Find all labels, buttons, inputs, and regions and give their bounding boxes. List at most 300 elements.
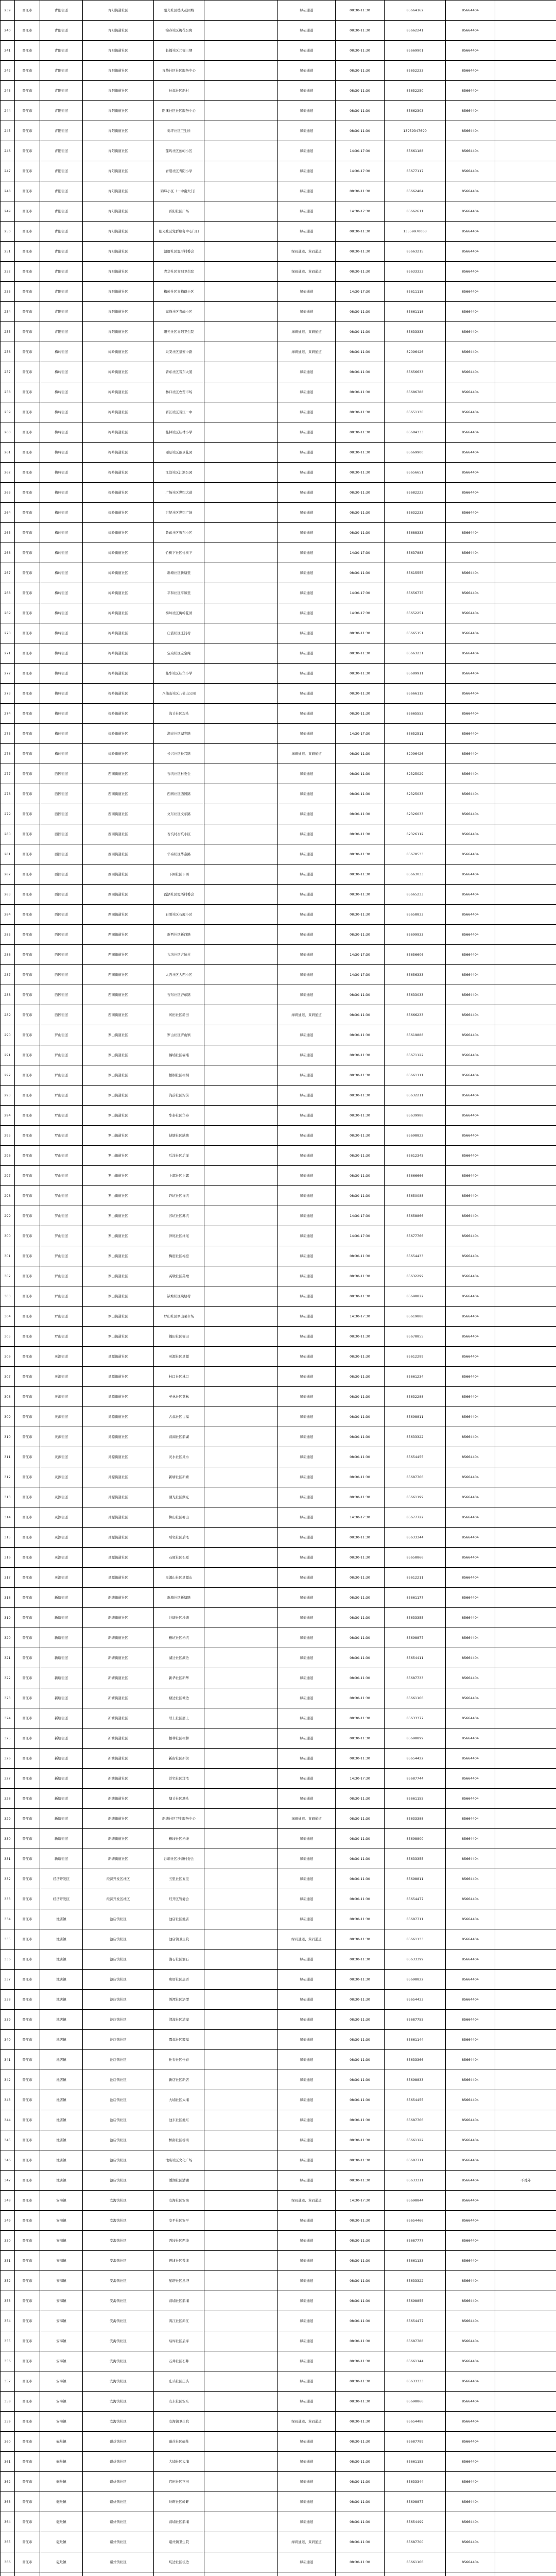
cell-site-address: 浯潭社区浯潭 xyxy=(154,1990,204,2010)
cell-phone-extra xyxy=(204,2472,278,2492)
cell-city: 晋江市 xyxy=(15,1668,40,1688)
cell-contact-phone: 85678533 xyxy=(385,844,446,865)
cell-site-address: 晋东社区晋东大厦 xyxy=(154,362,204,382)
cell-organizer: 西园街道社区 xyxy=(83,965,154,985)
cell-service-hours: 08:30-11:30 xyxy=(336,1568,385,1588)
cell-phone-extra xyxy=(204,1789,278,1809)
cell-service-hours: 14:30-17:30 xyxy=(336,945,385,965)
cell-district: 罗山街道 xyxy=(40,1266,83,1286)
cell-district: 灵源街道 xyxy=(40,1447,83,1467)
cell-site-address: 林口社区农贸市场 xyxy=(154,382,204,402)
cell-complaint-phone: 85664404 xyxy=(446,2070,495,2090)
cell-district: 西园街道 xyxy=(40,945,83,965)
cell-phone-extra xyxy=(204,744,278,764)
cell-channel-type: 绿码通道 xyxy=(278,2472,336,2492)
cell-city: 晋江市 xyxy=(15,1728,40,1749)
table-row xyxy=(1,1206,556,1226)
cell-channel-type: 绿码通道 xyxy=(278,543,336,563)
cell-phone-extra xyxy=(204,61,278,81)
cell-service-hours: 08:30-11:30 xyxy=(336,222,385,242)
cell-remarks xyxy=(495,1789,556,1809)
cell-organizer: 磁灶镇社区 xyxy=(83,2552,154,2572)
cell-city: 晋江市 xyxy=(15,945,40,965)
cell-phone-extra xyxy=(204,2452,278,2472)
cell-site-address: 湖光社区湖光 xyxy=(154,1487,204,1507)
cell-service-hours: 08:30-11:30 xyxy=(336,985,385,1005)
cell-site-address: 石厦社区石厦 xyxy=(154,1548,204,1568)
cell-city: 晋江市 xyxy=(15,463,40,483)
cell-phone-extra xyxy=(204,1929,278,1950)
cell-phone-extra xyxy=(204,1749,278,1769)
cell-remarks xyxy=(495,2392,556,2412)
cell-organizer: 灵源街道社区 xyxy=(83,1447,154,1467)
cell-city: 晋江市 xyxy=(15,1769,40,1789)
cell-remarks xyxy=(495,2412,556,2432)
cell-city: 晋江市 xyxy=(15,1970,40,1990)
table-row xyxy=(1,181,556,201)
cell-contact-phone: 85633377 xyxy=(385,1708,446,1728)
table-row xyxy=(1,2291,556,2311)
cell-contact-phone: 85633311 xyxy=(385,2171,446,2191)
cell-row-number: 324 xyxy=(1,1708,15,1728)
cell-city: 晋江市 xyxy=(15,1990,40,2010)
cell-channel-type: 绿码通道、黄码通道 xyxy=(278,744,336,764)
table-row xyxy=(1,1909,556,1929)
cell-city: 晋江市 xyxy=(15,1065,40,1086)
cell-organizer: 梅岭街道社区 xyxy=(83,664,154,684)
cell-district: 池店镇 xyxy=(40,1909,83,1929)
cell-row-number: 356 xyxy=(1,2351,15,2371)
cell-contact-phone: 85698866 xyxy=(385,2392,446,2412)
cell-site-address: 新塘社区卫生服务中心 xyxy=(154,1809,204,1829)
cell-site-address: 沙塘社区沙塘 xyxy=(154,1608,204,1628)
cell-remarks xyxy=(495,322,556,342)
cell-contact-phone: 85661188 xyxy=(385,141,446,161)
cell-remarks xyxy=(495,744,556,764)
cell-channel-type: 绿码通道、黄码通道 xyxy=(278,1809,336,1829)
cell-phone-extra xyxy=(204,865,278,885)
cell-site-address: 庄浦社区庄浦村 xyxy=(154,623,204,643)
cell-city: 晋江市 xyxy=(15,1869,40,1889)
cell-service-hours: 08:30-11:30 xyxy=(336,2271,385,2291)
cell-phone-extra xyxy=(204,1909,278,1929)
cell-city: 晋江市 xyxy=(15,523,40,543)
cell-site-address: 新塘社区新塘 xyxy=(154,1467,204,1487)
cell-row-number: 306 xyxy=(1,1347,15,1367)
cell-service-hours: 08:30-11:30 xyxy=(336,1186,385,1206)
cell-site-address: 溜石社区溜石 xyxy=(154,1950,204,1970)
cell-service-hours: 08:30-11:30 xyxy=(336,2532,385,2552)
cell-service-hours: 14:30-17:30 xyxy=(336,201,385,222)
cell-service-hours: 08:30-11:30 xyxy=(336,1166,385,1186)
cell-city: 晋江市 xyxy=(15,664,40,684)
cell-service-hours: 08:30-11:30 xyxy=(336,1628,385,1648)
cell-remarks xyxy=(495,262,556,282)
cell-complaint-phone: 85664404 xyxy=(446,463,495,483)
cell-organizer: 池店镇社区 xyxy=(83,2171,154,2191)
cell-service-hours: 08:30-11:30 xyxy=(336,744,385,764)
cell-complaint-phone: 85664404 xyxy=(446,2532,495,2552)
cell-organizer: 罗山街道社区 xyxy=(83,1045,154,1065)
cell-city: 晋江市 xyxy=(15,322,40,342)
cell-channel-type: 绿码通道 xyxy=(278,985,336,1005)
cell-service-hours: 08:30-11:30 xyxy=(336,1588,385,1608)
cell-remarks xyxy=(495,824,556,844)
cell-channel-type: 绿码通道 xyxy=(278,2452,336,2472)
table-row xyxy=(1,302,556,322)
cell-organizer: 梅岭街道社区 xyxy=(83,543,154,563)
table-row xyxy=(1,2150,556,2171)
cell-district: 梅岭街道 xyxy=(40,342,83,362)
cell-row-number: 352 xyxy=(1,2271,15,2291)
cell-organizer: 青阳街道社区 xyxy=(83,181,154,201)
cell-channel-type: 绿码通道 xyxy=(278,583,336,603)
cell-organizer: 安海镇社区 xyxy=(83,2392,154,2412)
cell-service-hours: 08:30-11:30 xyxy=(336,885,385,905)
cell-channel-type: 绿码通道 xyxy=(278,724,336,744)
table-row xyxy=(1,2211,556,2231)
cell-channel-type: 绿码通道 xyxy=(278,282,336,302)
cell-site-address: 池店社区池店 xyxy=(154,1909,204,1929)
cell-complaint-phone: 85664404 xyxy=(446,161,495,181)
cell-city: 晋江市 xyxy=(15,1447,40,1467)
table-row xyxy=(1,2512,556,2532)
cell-organizer: 青阳街道社区 xyxy=(83,21,154,41)
cell-service-hours: 08:30-11:30 xyxy=(336,1668,385,1688)
cell-contact-phone: 85633333 xyxy=(385,2371,446,2392)
cell-service-hours: 08:30-11:30 xyxy=(336,1387,385,1407)
cell-phone-extra xyxy=(204,101,278,121)
table-row xyxy=(1,603,556,623)
cell-channel-type: 绿码通道 xyxy=(278,1126,336,1146)
cell-district: 青阳街道 xyxy=(40,81,83,101)
cell-phone-extra xyxy=(204,463,278,483)
cell-service-hours: 08:30-11:30 xyxy=(336,101,385,121)
table-row xyxy=(1,1487,556,1507)
cell-channel-type: 绿码通道 xyxy=(278,1970,336,1990)
cell-remarks xyxy=(495,1246,556,1266)
cell-contact-phone: 85682223 xyxy=(385,483,446,503)
cell-site-address: 许坑社区许坑 xyxy=(154,1186,204,1206)
cell-complaint-phone: 85664404 xyxy=(446,382,495,402)
cell-city: 晋江市 xyxy=(15,965,40,985)
cell-phone-extra xyxy=(204,684,278,704)
cell-site-address: 缺塘社区缺塘 xyxy=(154,1126,204,1146)
cell-channel-type: 绿码通道 xyxy=(278,1869,336,1889)
cell-organizer: 安海镇社区 xyxy=(83,2291,154,2311)
cell-row-number: 296 xyxy=(1,1146,15,1166)
cell-city: 晋江市 xyxy=(15,2412,40,2432)
cell-service-hours: 14:30-17:30 xyxy=(336,724,385,744)
cell-site-address: 新华社区新华 xyxy=(154,1668,204,1688)
cell-remarks xyxy=(495,1266,556,1286)
cell-row-number: 262 xyxy=(1,463,15,483)
cell-site-address: 磁灶镇卫生院 xyxy=(154,2532,204,2552)
cell-city: 晋江市 xyxy=(15,2552,40,2572)
cell-contact-phone: 85661234 xyxy=(385,1367,446,1387)
cell-site-address: 洋宅社区洋宅 xyxy=(154,1769,204,1789)
cell-contact-phone: 85615555 xyxy=(385,563,446,583)
cell-phone-extra xyxy=(204,362,278,382)
cell-row-number: 345 xyxy=(1,2130,15,2150)
table-row xyxy=(1,1327,556,1347)
cell-service-hours: 08:30-11:30 xyxy=(336,422,385,443)
cell-city: 晋江市 xyxy=(15,2291,40,2311)
cell-phone-extra xyxy=(204,1387,278,1407)
cell-service-hours: 08:30-11:30 xyxy=(336,563,385,583)
cell-remarks xyxy=(495,1568,556,1588)
cell-district: 灵源街道 xyxy=(40,1487,83,1507)
table-row xyxy=(1,2412,556,2432)
cell-district: 安海镇 xyxy=(40,2371,83,2392)
cell-remarks xyxy=(495,402,556,422)
cell-service-hours: 08:30-11:30 xyxy=(336,2211,385,2231)
cell-organizer: 安海镇社区 xyxy=(83,2251,154,2271)
cell-phone-extra xyxy=(204,885,278,905)
cell-site-address: 洋尾社区洋尾 xyxy=(154,1226,204,1246)
cell-city: 晋江市 xyxy=(15,1307,40,1327)
cell-city: 晋江市 xyxy=(15,563,40,583)
cell-contact-phone: 85662303 xyxy=(385,101,446,121)
cell-district: 新塘街道 xyxy=(40,1708,83,1728)
cell-phone-extra xyxy=(204,161,278,181)
cell-row-number: 322 xyxy=(1,1668,15,1688)
table-row xyxy=(1,1126,556,1146)
cell-city: 晋江市 xyxy=(15,2050,40,2070)
cell-city: 晋江市 xyxy=(15,1347,40,1367)
cell-phone-extra xyxy=(204,1106,278,1126)
table-row xyxy=(1,1608,556,1628)
cell-channel-type: 绿码通道 xyxy=(278,1407,336,1427)
cell-district: 青阳街道 xyxy=(40,101,83,121)
cell-site-address: 经开区管委会 xyxy=(154,1889,204,1909)
cell-channel-type: 绿码通道 xyxy=(278,1226,336,1246)
cell-organizer: 安海镇社区 xyxy=(83,2211,154,2231)
cell-service-hours: 08:30-11:30 xyxy=(336,302,385,322)
cell-city: 晋江市 xyxy=(15,1608,40,1628)
cell-complaint-phone: 85664404 xyxy=(446,41,495,61)
cell-complaint-phone: 85664404 xyxy=(446,2392,495,2412)
cell-district: 青阳街道 xyxy=(40,302,83,322)
cell-channel-type: 绿码通道、黄码通道 xyxy=(278,322,336,342)
cell-phone-extra xyxy=(204,2351,278,2371)
cell-channel-type: 绿码通道 xyxy=(278,1548,336,1568)
cell-row-number: 280 xyxy=(1,824,15,844)
cell-organizer: 西园街道社区 xyxy=(83,985,154,1005)
cell-channel-type: 绿码通道 xyxy=(278,2311,336,2331)
cell-remarks xyxy=(495,1226,556,1246)
cell-phone-extra xyxy=(204,925,278,945)
cell-channel-type: 绿码通道 xyxy=(278,704,336,724)
cell-row-number: 290 xyxy=(1,1025,15,1045)
cell-site-address: 梧垵社区梧垵 xyxy=(154,1829,204,1849)
cell-row-number: 363 xyxy=(1,2492,15,2512)
cell-service-hours: 08:30-11:30 xyxy=(336,1708,385,1728)
cell-city: 晋江市 xyxy=(15,2070,40,2090)
cell-remarks xyxy=(495,1286,556,1307)
cell-contact-phone: 85698822 xyxy=(385,1970,446,1990)
cell-organizer: 罗山街道社区 xyxy=(83,1206,154,1226)
cell-organizer: 梅岭街道社区 xyxy=(83,483,154,503)
table-row xyxy=(1,242,556,262)
cell-remarks xyxy=(495,804,556,824)
cell-site-address: 杏坑村杏坑小区 xyxy=(154,824,204,844)
cell-service-hours: 08:30-11:30 xyxy=(336,61,385,81)
cell-remarks xyxy=(495,1990,556,2010)
cell-organizer: 西园街道社区 xyxy=(83,824,154,844)
cell-channel-type: 绿码通道 xyxy=(278,1608,336,1628)
cell-contact-phone: 85656633 xyxy=(385,362,446,382)
cell-site-address: 桥南社区桥南 xyxy=(154,2130,204,2150)
cell-city: 晋江市 xyxy=(15,2090,40,2110)
cell-organizer: 青阳街道社区 xyxy=(83,1,154,21)
cell-organizer: 新塘街道社区 xyxy=(83,1769,154,1789)
cell-channel-type: 绿码通道 xyxy=(278,2512,336,2532)
cell-district: 梅岭街道 xyxy=(40,704,83,724)
cell-district: 池店镇 xyxy=(40,2050,83,2070)
table-row xyxy=(1,1467,556,1487)
cell-row-number: 357 xyxy=(1,2371,15,2392)
cell-remarks xyxy=(495,101,556,121)
cell-site-address: 长福社区元福三期 xyxy=(154,41,204,61)
table-row xyxy=(1,2110,556,2130)
cell-row-number: 320 xyxy=(1,1628,15,1648)
table-row xyxy=(1,2271,556,2291)
cell-complaint-phone: 85664404 xyxy=(446,1568,495,1588)
cell-district: 罗山街道 xyxy=(40,1106,83,1126)
table-row xyxy=(1,41,556,61)
cell-remarks xyxy=(495,2010,556,2030)
cell-complaint-phone: 85664404 xyxy=(446,925,495,945)
cell-district: 梅岭街道 xyxy=(40,643,83,664)
cell-remarks xyxy=(495,1025,556,1045)
cell-organizer: 新塘街道社区 xyxy=(83,1668,154,1688)
cell-organizer: 罗山街道社区 xyxy=(83,1166,154,1186)
cell-site-address: 宝泉社区宝泉庵 xyxy=(154,643,204,664)
cell-city: 晋江市 xyxy=(15,583,40,603)
cell-organizer: 池店镇社区 xyxy=(83,2050,154,2070)
cell-channel-type: 绿码通道 xyxy=(278,2351,336,2371)
cell-contact-phone: 85656333 xyxy=(385,965,446,985)
cell-service-hours: 08:30-11:30 xyxy=(336,1005,385,1025)
cell-phone-extra xyxy=(204,1266,278,1286)
cell-phone-extra xyxy=(204,2231,278,2251)
cell-channel-type: 绿码通道 xyxy=(278,41,336,61)
cell-organizer: 新塘街道社区 xyxy=(83,1648,154,1668)
cell-site-address: 锦春社区梅花公寓 xyxy=(154,21,204,41)
cell-district: 灵源街道 xyxy=(40,1367,83,1387)
cell-phone-extra xyxy=(204,503,278,523)
cell-contact-phone: 85658866 xyxy=(385,1206,446,1226)
cell-district: 池店镇 xyxy=(40,2171,83,2191)
cell-organizer: 经济开发区社区 xyxy=(83,1889,154,1909)
cell-row-number: 355 xyxy=(1,2331,15,2351)
cell-remarks xyxy=(495,724,556,744)
cell-district: 灵源街道 xyxy=(40,1407,83,1427)
cell-site-address: 清濛社区清濛 xyxy=(154,2010,204,2030)
cell-remarks xyxy=(495,1307,556,1327)
cell-district: 梅岭街道 xyxy=(40,664,83,684)
table-row xyxy=(1,2311,556,2331)
cell-complaint-phone: 85664404 xyxy=(446,623,495,643)
cell-phone-extra xyxy=(204,1708,278,1728)
cell-channel-type: 绿码通道 xyxy=(278,1347,336,1367)
cell-contact-phone: 85686788 xyxy=(385,382,446,402)
cell-service-hours: 08:30-11:30 xyxy=(336,1809,385,1829)
cell-phone-extra xyxy=(204,1447,278,1467)
table-row xyxy=(1,402,556,422)
cell-site-address: 磁灶社区磁灶 xyxy=(154,2432,204,2452)
cell-site-address: 福埔社区福埔 xyxy=(154,1045,204,1065)
cell-complaint-phone: 85664404 xyxy=(446,2231,495,2251)
table-row xyxy=(1,1266,556,1286)
cell-remarks xyxy=(495,483,556,503)
table-row xyxy=(1,141,556,161)
cell-complaint-phone: 85664404 xyxy=(446,121,495,141)
cell-phone-extra xyxy=(204,2191,278,2211)
cell-contact-phone: 85639988 xyxy=(385,1106,446,1126)
cell-row-number: 281 xyxy=(1,844,15,865)
cell-channel-type: 绿码通道 xyxy=(278,523,336,543)
cell-district: 罗山街道 xyxy=(40,1206,83,1226)
cell-channel-type: 绿码通道 xyxy=(278,563,336,583)
cell-row-number: 333 xyxy=(1,1889,15,1909)
cell-complaint-phone: 85664404 xyxy=(446,2452,495,2472)
cell-city: 晋江市 xyxy=(15,2311,40,2331)
cell-row-number: 341 xyxy=(1,2050,15,2070)
cell-phone-extra xyxy=(204,1809,278,1829)
cell-row-number: 255 xyxy=(1,322,15,342)
cell-service-hours: 08:30-11:30 xyxy=(336,242,385,262)
cell-site-address: 竹树下社区竹树下 xyxy=(154,543,204,563)
cell-complaint-phone: 85664404 xyxy=(446,2090,495,2110)
cell-contact-phone: 85651130 xyxy=(385,402,446,422)
cell-city: 晋江市 xyxy=(15,2351,40,2371)
cell-district: 池店镇 xyxy=(40,2110,83,2130)
cell-site-address: 石厦社区石厦小区 xyxy=(154,905,204,925)
cell-district: 梅岭街道 xyxy=(40,402,83,422)
cell-city: 晋江市 xyxy=(15,1166,40,1186)
cell-complaint-phone: 85664404 xyxy=(446,844,495,865)
cell-row-number: 353 xyxy=(1,2291,15,2311)
table-row xyxy=(1,885,556,905)
cell-complaint-phone: 85664404 xyxy=(446,643,495,664)
cell-remarks xyxy=(495,1588,556,1608)
cell-channel-type: 绿码通道 xyxy=(278,1990,336,2010)
cell-remarks xyxy=(495,1849,556,1869)
cell-district: 西园街道 xyxy=(40,905,83,925)
cell-organizer: 青阳街道社区 xyxy=(83,222,154,242)
cell-service-hours: 08:30-11:30 xyxy=(336,362,385,382)
cell-city: 晋江市 xyxy=(15,2211,40,2231)
table-row xyxy=(1,1568,556,1588)
cell-channel-type: 绿码通道 xyxy=(278,2130,336,2150)
cell-service-hours: 14:30-17:30 xyxy=(336,543,385,563)
cell-organizer: 池店镇社区 xyxy=(83,2090,154,2110)
cell-service-hours: 08:30-11:30 xyxy=(336,1286,385,1307)
cell-remarks xyxy=(495,2492,556,2512)
cell-contact-phone: 85658833 xyxy=(385,905,446,925)
cell-phone-extra xyxy=(204,483,278,503)
table-row xyxy=(1,2231,556,2251)
cell-organizer: 西园街道社区 xyxy=(83,764,154,784)
cell-phone-extra xyxy=(204,2171,278,2191)
cell-site-address: 前湖社区前湖 xyxy=(154,1427,204,1447)
cell-organizer: 磁灶镇社区 xyxy=(83,2452,154,2472)
cell-site-address: 厝上社区厝上 xyxy=(154,1708,204,1728)
cell-remarks xyxy=(495,1909,556,1929)
cell-city: 晋江市 xyxy=(15,1749,40,1769)
